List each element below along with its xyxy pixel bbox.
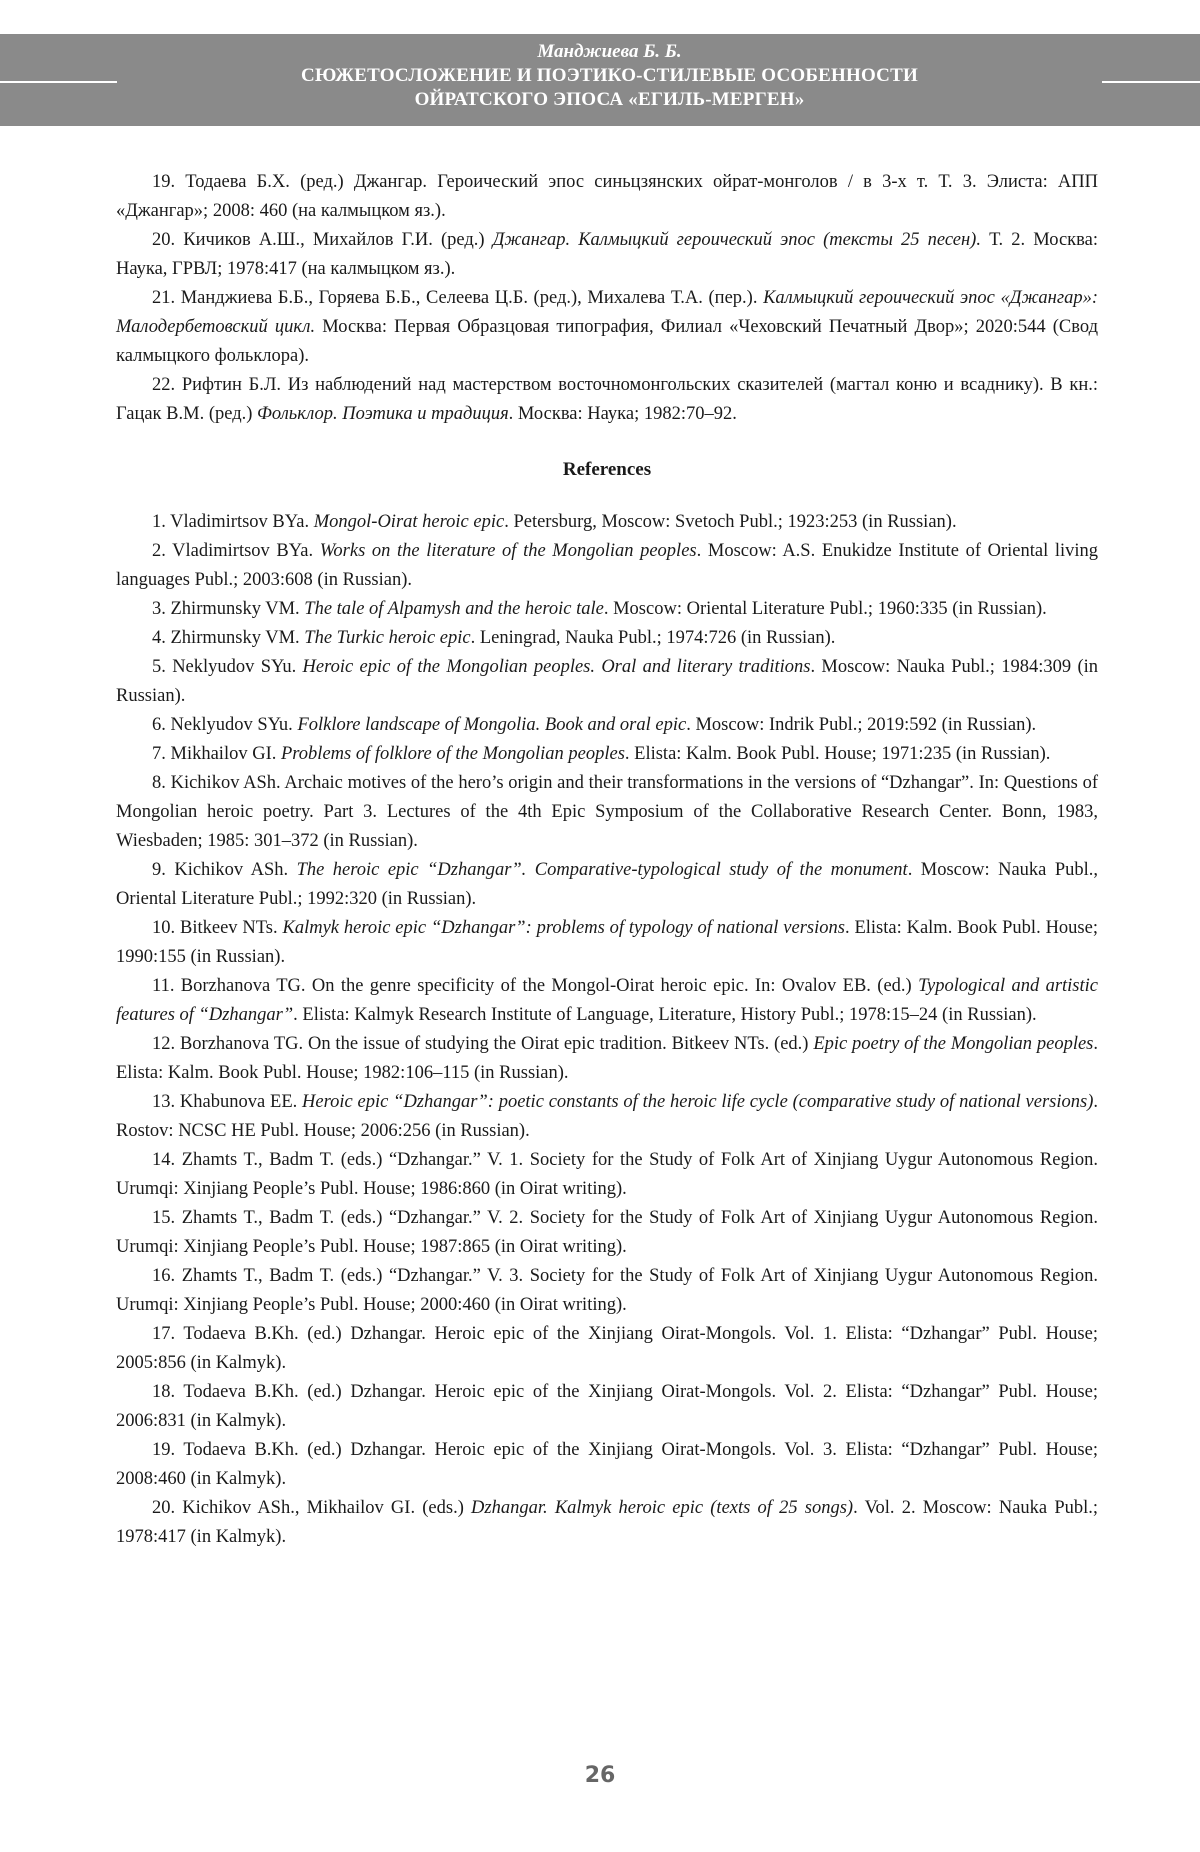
header-title-line2: ОЙРАТСКОГО ЭПОСА «ЕГИЛЬ-МЕРГЕН» (414, 89, 805, 110)
reference-entry: 15. Zhamts T., Badm T. (eds.) “Dzhangar.” V. 2. Society for the Study of Folk Art of Xinjiang Uygur Autonomous Region. Urumqi: Xinjiang People’s Publ. House; 1987:865 (in Oirat writing). (116, 1208, 1098, 1257)
reference-entry: 19. Тодаева Б.Х. (ред.) Джангар. Героический эпос синьцзянских ойрат-монголов / в 3-х т. Т. 3. Элиста: АПП «Джангар»; 2008: 460 (на калмыцком яз.). (116, 172, 1098, 221)
header-rule-left (0, 81, 117, 83)
header-text (117, 40, 1102, 112)
reference-entry: 8. Kichikov ASh. Archaic motives of the hero’s origin and their transformations in the versions of “Dzhangar”. In: Questions of Mongolian heroic poetry. Part 3. Lectures of the 4th Epic Symposium of the Collaborative Research Center. Bonn, 1983, Wiesbaden; 1985: 301–372 (in Russian). (116, 773, 1098, 851)
header-title-line1: СЮЖЕТОСЛОЖЕНИЕ И ПОЭТИКО-СТИЛЕВЫЕ ОСОБЕННОСТИ (301, 65, 918, 86)
reference-entry: 20. Kichikov ASh., Mikhailov GI. (eds.) Dzhangar. Kalmyk heroic epic (texts of 25 songs). Vol. 2. Moscow: Nauka Publ.; 1978:417 (in Kalmyk). (116, 1498, 1099, 1547)
header-author: Манджиева Б. Б. (537, 41, 682, 62)
reference-entry: 10. Bitkeev NTs. Kalmyk heroic epic “Dzhangar”: problems of typology of national versions. Elista: Kalm. Book Publ. House; 1990:155 (in Russian). (116, 918, 1098, 967)
references-heading: References (562, 459, 652, 480)
reference-entry: 14. Zhamts T., Badm T. (eds.) “Dzhangar.” V. 1. Society for the Study of Folk Art of Xinjiang Uygur Autonomous Region. Urumqi: Xinjiang People’s Publ. House; 1986:860 (in Oirat writing). (116, 1150, 1098, 1199)
header-rule-right (1102, 81, 1200, 83)
reference-entry: 4. Zhirmunsky VM. The Turkic heroic epic. Leningrad, Nauka Publ.; 1974:726 (in Russian). (152, 628, 836, 648)
references-en-list (116, 508, 1098, 1552)
references-ru-list (116, 168, 1098, 429)
reference-entry: 20. Кичиков А.Ш., Михайлов Г.И. (ред.) Джангар. Калмыцкий героический эпос (тексты 25 песен). Т. 2. Москва: Наука, ГРВЛ; 1978:417 (на калмыцком яз.). (116, 230, 1098, 279)
reference-entry: 11. Borzhanova TG. On the genre specificity of the Mongol-Oirat heroic epic. In: Ovalov EB. (ed.) Typological and artistic features of “Dzhangar”. Elista: Kalmyk Research Institute of Language, Literature, History Publ.; 1978:15–24 (in Russian). (116, 976, 1098, 1025)
reference-entry: 22. Рифтин Б.Л. Из наблюдений над мастерством восточномонгольских сказителей (магтал коню и всаднику). В кн.: Гацак В.М. (ред.) Фольклор. Поэтика и традиция. Москва: Наука; 1982:70–92. (116, 375, 1098, 424)
page-number: 26 (584, 1763, 616, 1788)
reference-entry: 2. Vladimirtsov BYa. Works on the literature of the Mongolian peoples. Moscow: A.S. Enukidze Institute of Oriental living languages Publ.; 2003:608 (in Russian). (116, 541, 1099, 590)
reference-entry: 13. Khabunova EE. Heroic epic “Dzhangar”: poetic constants of the heroic life cycle (comparative study of national versions). Rostov: NCSC HE Publ. House; 2006:256 (in Russian). (116, 1092, 1098, 1141)
reference-entry: 17. Todaeva B.Kh. (ed.) Dzhangar. Heroic epic of the Xinjiang Oirat-Mongols. Vol. 1. Elista: “Dzhangar” Publ. House; 2005:856 (in Kalmyk). (116, 1324, 1098, 1373)
reference-entry: 16. Zhamts T., Badm T. (eds.) “Dzhangar.” V. 3. Society for the Study of Folk Art of Xinjiang Uygur Autonomous Region. Urumqi: Xinjiang People’s Publ. House; 2000:460 (in Oirat writing). (116, 1266, 1098, 1315)
reference-entry: 18. Todaeva B.Kh. (ed.) Dzhangar. Heroic epic of the Xinjiang Oirat-Mongols. Vol. 2. Elista: “Dzhangar” Publ. House; 2006:831 (in Kalmyk). (116, 1382, 1098, 1431)
reference-entry: 5. Neklyudov SYu. Heroic epic of the Mongolian peoples. Oral and literary traditions. Moscow: Nauka Publ.; 1984:309 (in Russian). (116, 657, 1099, 706)
reference-entry: 3. Zhirmunsky VM. The tale of Alpamysh and the heroic tale. Moscow: Oriental Literature Publ.; 1960:335 (in Russian). (152, 599, 1047, 619)
reference-entry: 19. Todaeva B.Kh. (ed.) Dzhangar. Heroic epic of the Xinjiang Oirat-Mongols. Vol. 3. Elista: “Dzhangar” Publ. House; 2008:460 (in Kalmyk). (116, 1440, 1098, 1489)
reference-entry: 1. Vladimirtsov BYa. Mongol-Oirat heroic epic. Petersburg, Moscow: Svetoch Publ.; 1923:253 (in Russian). (152, 512, 957, 532)
reference-entry: 21. Манджиева Б.Б., Горяева Б.Б., Селеева Ц.Б. (ред.), Михалева Т.А. (пер.). Калмыцкий героический эпос «Джангар»: Малодербетовский цикл. Москва: Первая Образцовая типография, Филиал «Чеховский Печатный Двор»; 2020:544 (Свод калмыцкого фольклора). (116, 288, 1098, 366)
reference-entry: 9. Kichikov ASh. The heroic epic “Dzhangar”. Comparative-typological study of the monument. Moscow: Nauka Publ., Oriental Literature Publ.; 1992:320 (in Russian). (116, 860, 1098, 909)
reference-entry: 7. Mikhailov GI. Problems of folklore of the Mongolian peoples. Elista: Kalm. Book Publ. House; 1971:235 (in Russian). (152, 744, 1051, 764)
reference-entry: 6. Neklyudov SYu. Folklore landscape of Mongolia. Book and oral epic. Moscow: Indrik Publ.; 2019:592 (in Russian). (152, 715, 1037, 735)
article-body (116, 168, 1098, 1552)
reference-entry: 12. Borzhanova TG. On the issue of studying the Oirat epic tradition. Bitkeev NTs. (ed.) Epic poetry of the Mongolian peoples. Elista: Kalm. Book Publ. House; 1982:106–115 (in Russian). (116, 1034, 1099, 1083)
